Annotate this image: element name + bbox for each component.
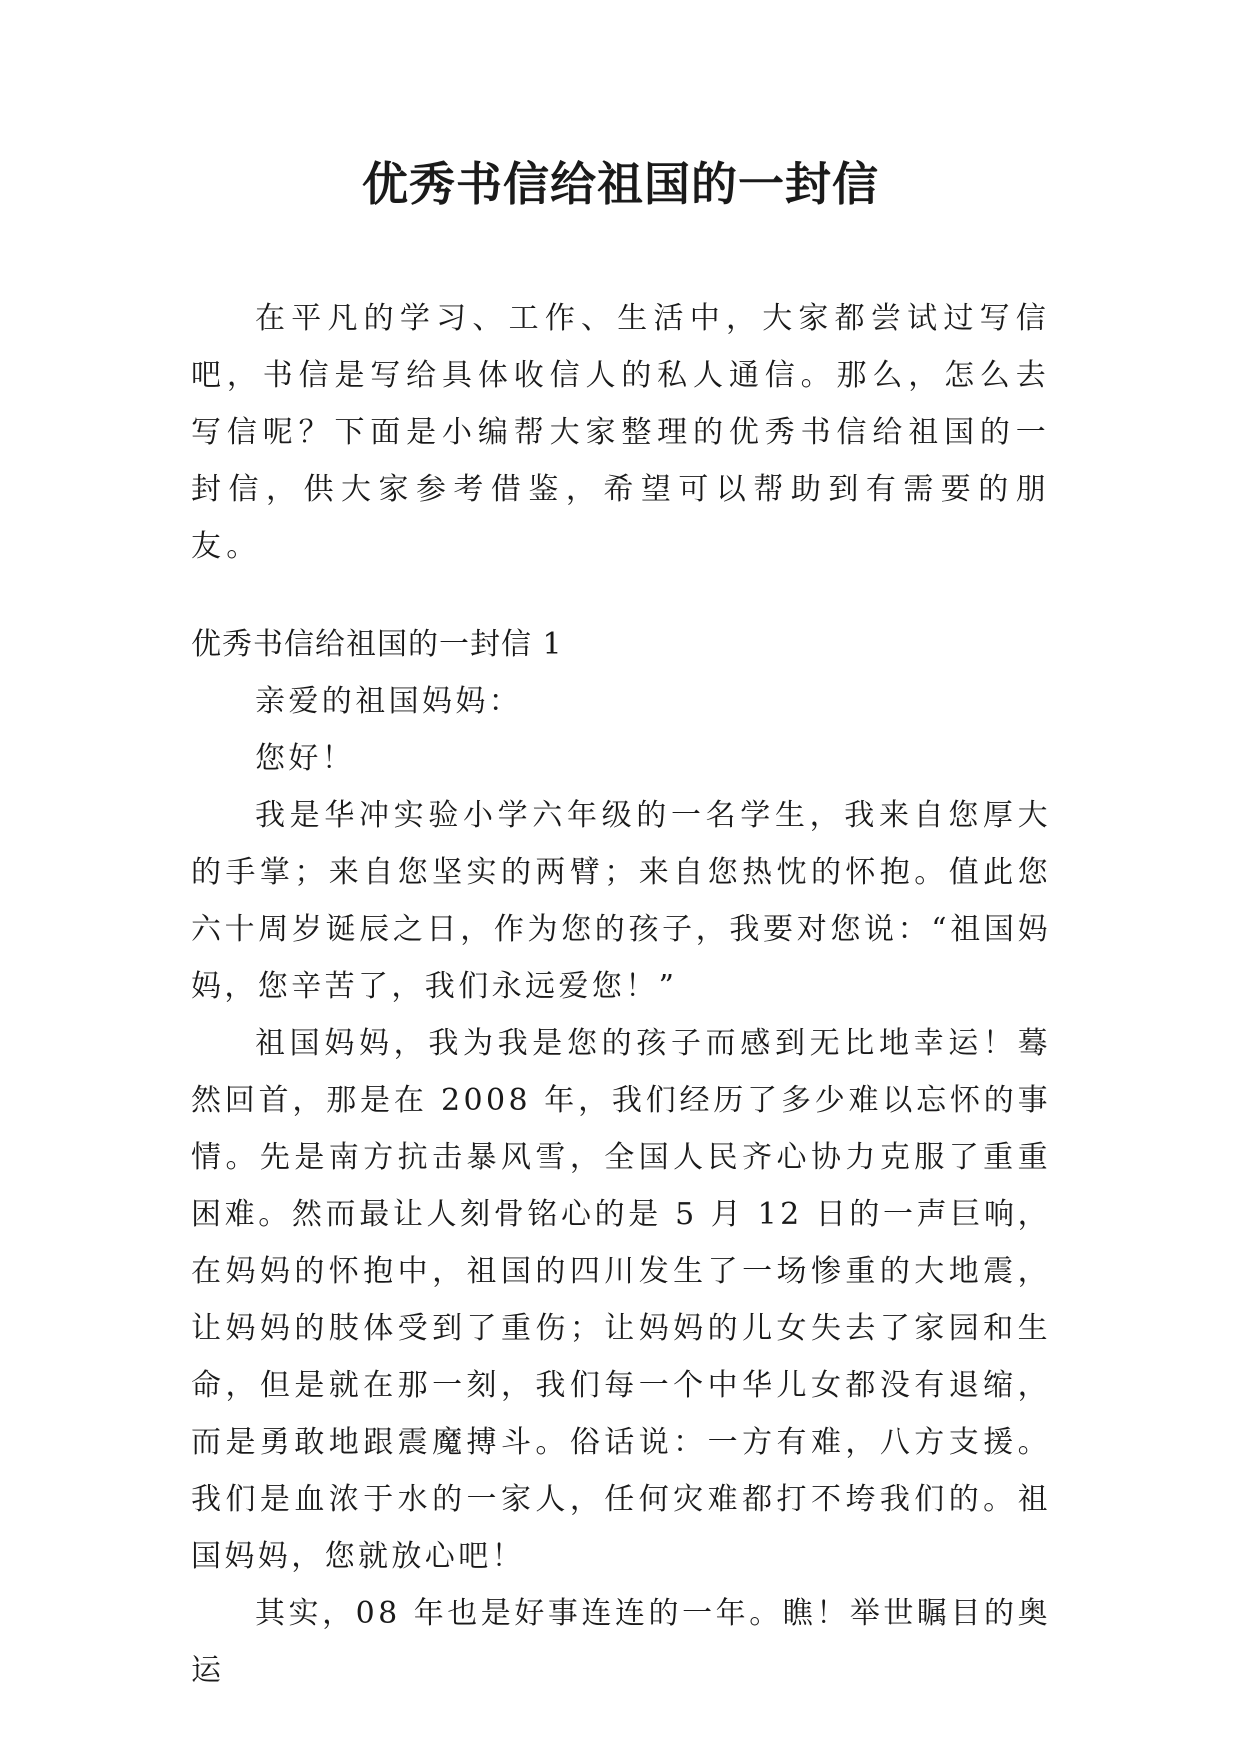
letter-paragraph: 其实，08 年也是好事连连的一年。瞧！举世瞩目的奥运: [191, 1596, 1051, 1688]
letter-paragraph: 我是华冲实验小学六年级的一名学生，我来自您厚大的手掌；来自您坚实的两臂；来自您热忱的怀抱。值此您六十周岁诞辰之日，作为您的孩子，我要对您说：“祖国妈妈，您辛苦了，我们永远爱您！”: [191, 798, 1051, 1004]
document-body: [191, 290, 1051, 1699]
intro-paragraph: 在平凡的学习、工作、生活中，大家都尝试过写信吧，书信是写给具体收信人的私人通信。那么，怎么去写信呢？下面是小编帮大家整理的优秀书信给祖国的一封信，供大家参考借鉴，希望可以帮助到有需要的朋友。: [191, 301, 1051, 564]
letter-paragraph: 祖国妈妈，我为我是您的孩子而感到无比地幸运！蓦然回首，那是在 2008 年，我们经历了多少难以忘怀的事情。先是南方抗击暴风雪，全国人民齐心协力克服了重重困难。然而最让人刻骨铭心的是 5 月 12 日的一声巨响，在妈妈的怀抱中，祖国的四川发生了一场惨重的大地震，让妈妈的肢体受到了重伤；让妈妈的儿女失去了家园和生命，但是就在那一刻，我们每一个中华儿女都没有退缩，而是勇敢地跟震魔搏斗。俗话说：一方有难，八方支援。我们是血浓于水的一家人，任何灾难都打不垮我们的。祖国妈妈，您就放心吧！: [191, 1026, 1051, 1574]
letter-greeting: 您好！: [255, 741, 356, 776]
document-title: 优秀书信给祖国的一封信: [362, 157, 879, 211]
letter-salutation: 亲爱的祖国妈妈：: [255, 684, 523, 719]
section-title: 优秀书信给祖国的一封信 1: [191, 627, 563, 662]
